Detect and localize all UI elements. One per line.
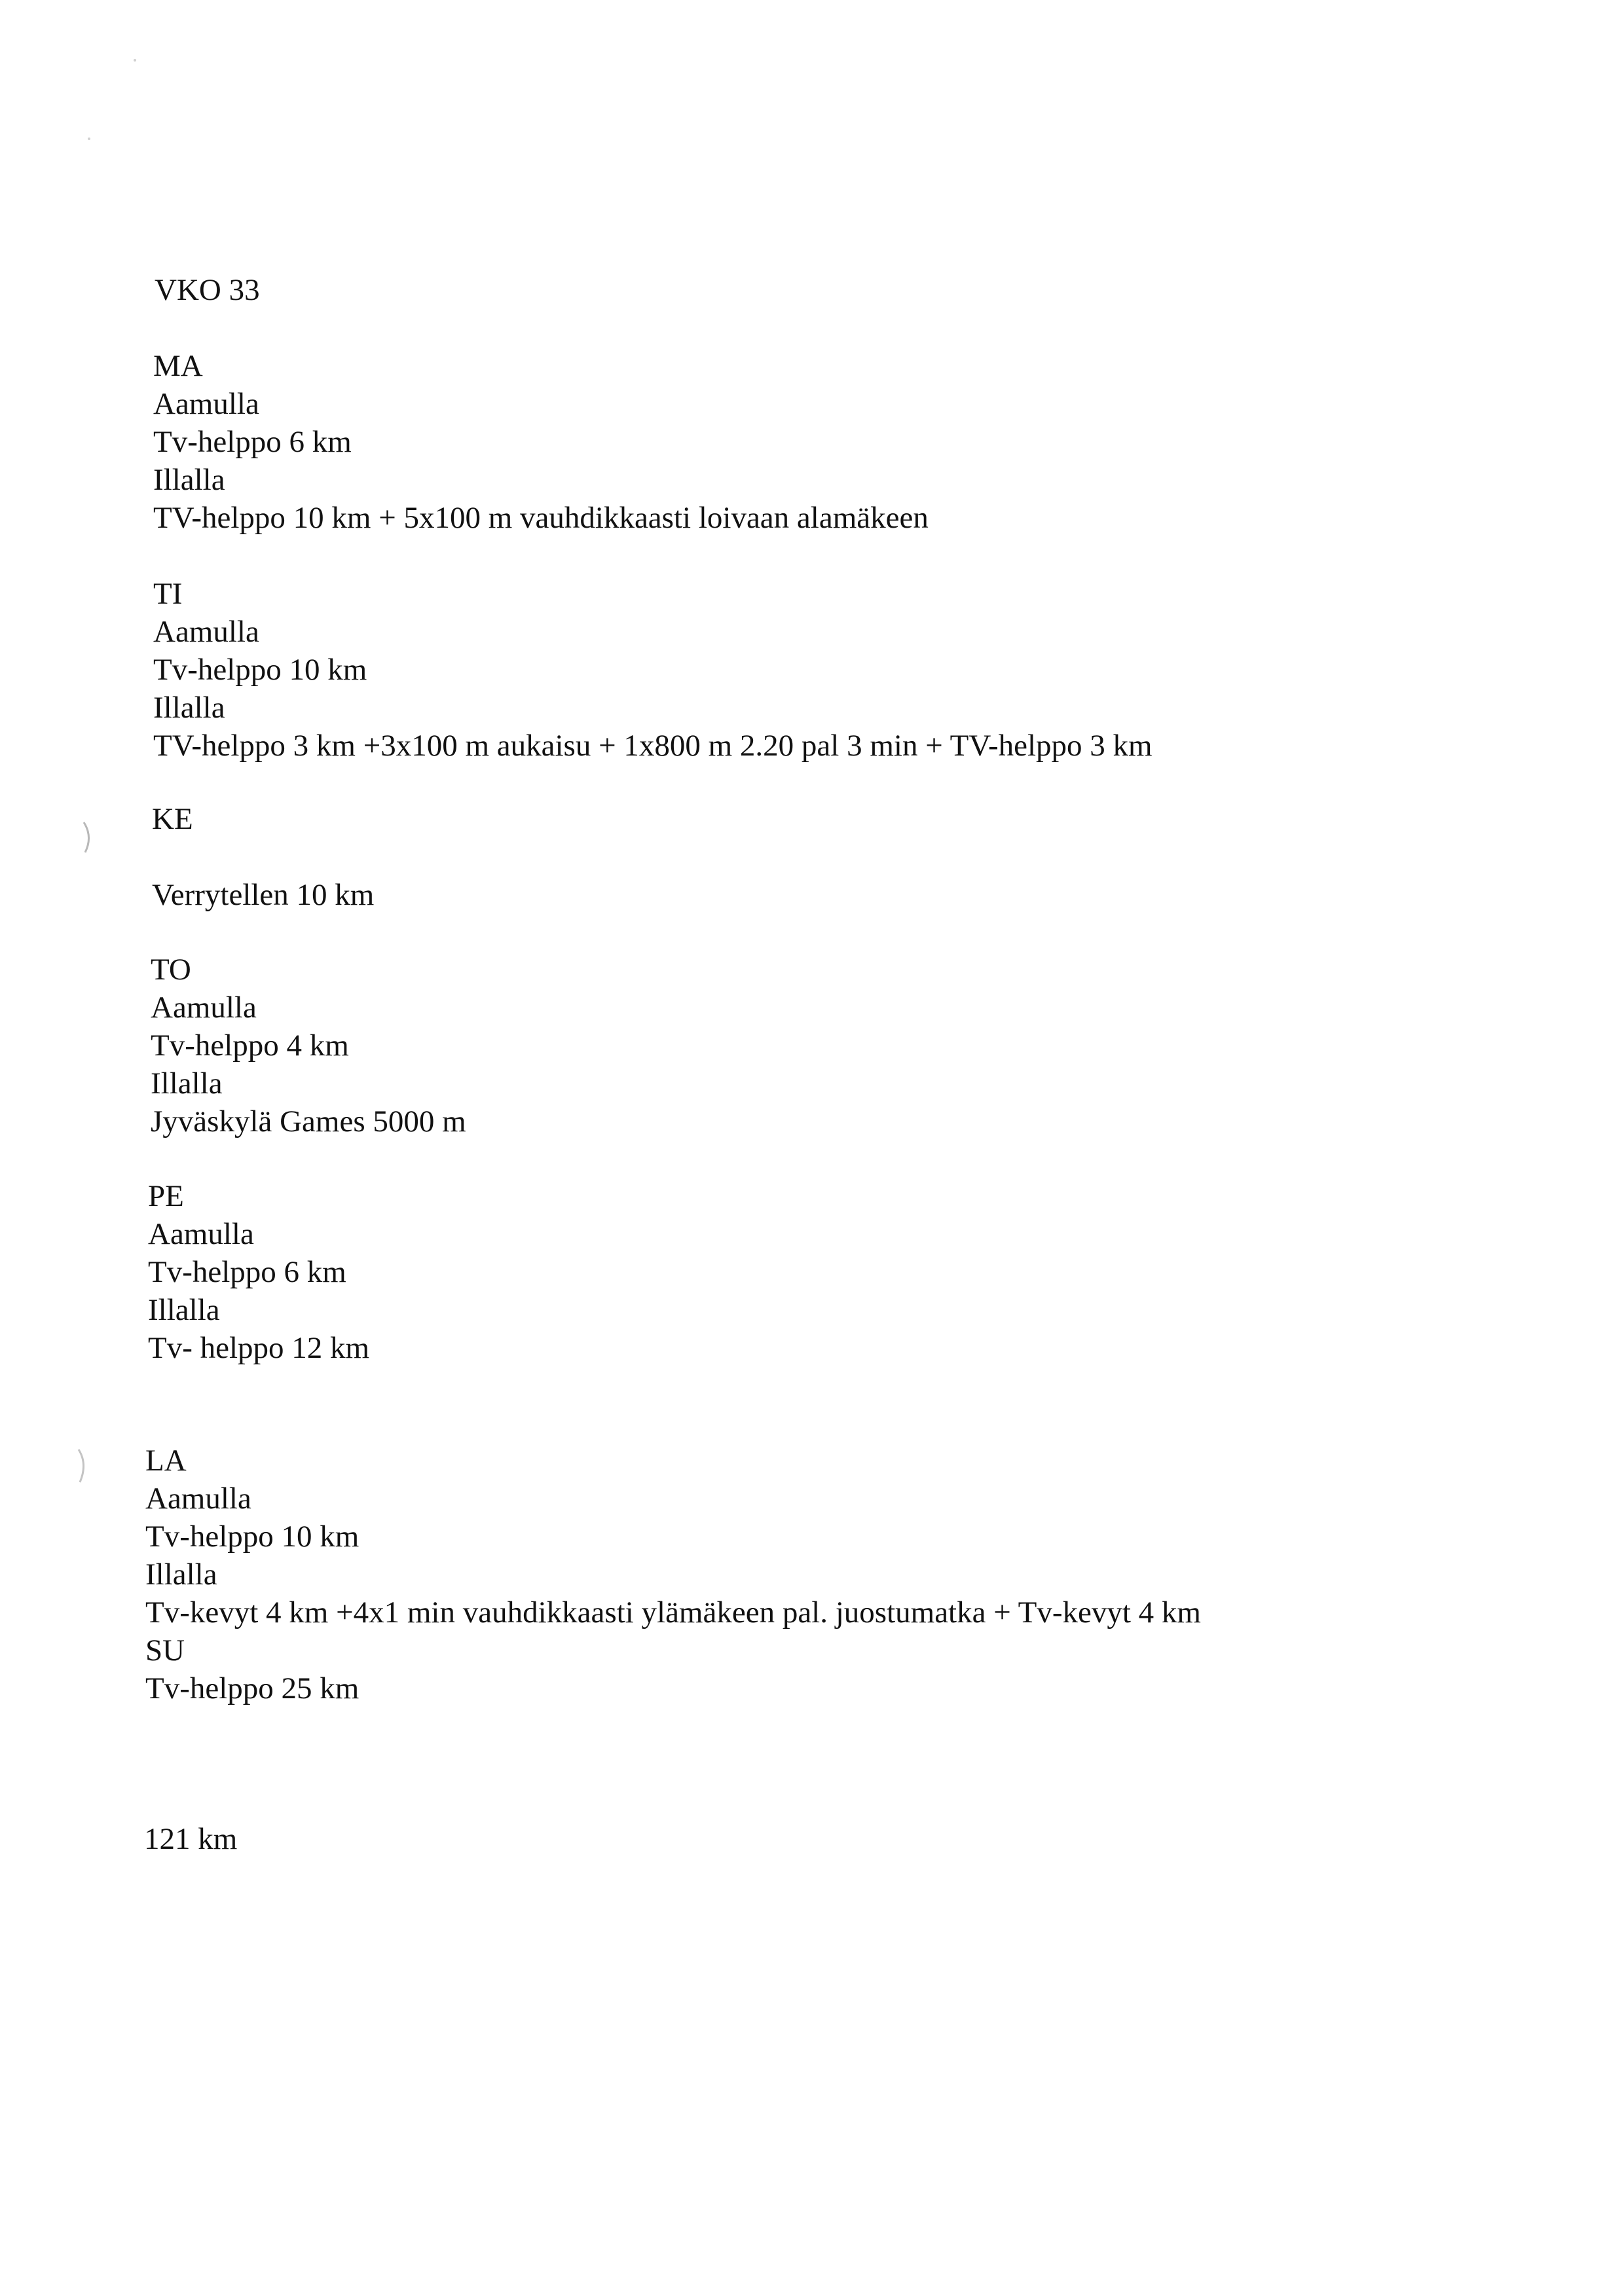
day-heading-to: TO <box>151 953 191 987</box>
day-heading-ke: KE <box>152 802 193 836</box>
ti-line-2: Tv-helppo 10 km <box>153 653 367 687</box>
scan-speck-4 <box>83 132 96 145</box>
la-line-4: Tv-kevyt 4 km +4x1 min vauhdikkaasti ylämäkeen pal. juostumatka + Tv-kevyt 4 km <box>145 1595 1201 1630</box>
la-line-3: Illalla <box>145 1558 217 1592</box>
day-heading-su: SU <box>145 1633 185 1667</box>
la-line-1: Aamulla <box>145 1482 251 1516</box>
pe-line-1: Aamulla <box>148 1217 254 1251</box>
weekly-total: 121 km <box>144 1822 238 1856</box>
week-title: VKO 33 <box>155 273 260 307</box>
ke-line-1: Verrytellen 10 km <box>152 878 375 912</box>
scan-speck-1 <box>79 818 105 858</box>
pe-line-2: Tv-helppo 6 km <box>148 1255 346 1289</box>
ti-line-1: Aamulla <box>153 615 259 649</box>
scan-speck-2 <box>72 1447 98 1486</box>
day-heading-la: LA <box>145 1444 187 1478</box>
day-heading-ma: MA <box>153 349 203 383</box>
to-line-3: Illalla <box>151 1066 223 1101</box>
scan-speck-3 <box>128 54 141 67</box>
ma-line-3: Illalla <box>153 463 225 497</box>
ma-line-2: Tv-helppo 6 km <box>153 425 352 459</box>
day-heading-pe: PE <box>148 1179 184 1213</box>
pe-line-4: Tv- helppo 12 km <box>148 1331 370 1365</box>
la-line-2: Tv-helppo 10 km <box>145 1520 360 1554</box>
to-line-4: Jyväskylä Games 5000 m <box>151 1104 466 1139</box>
ma-line-1: Aamulla <box>153 387 259 421</box>
to-line-1: Aamulla <box>151 991 257 1025</box>
to-line-2: Tv-helppo 4 km <box>151 1029 349 1063</box>
ma-line-4: TV-helppo 10 km + 5x100 m vauhdikkaasti loivaan alamäkeen <box>153 501 929 535</box>
pe-line-3: Illalla <box>148 1293 220 1327</box>
ti-line-3: Illalla <box>153 691 225 725</box>
ti-line-4: TV-helppo 3 km +3x100 m aukaisu + 1x800 m 2.20 pal 3 min + TV-helppo 3 km <box>153 729 1153 763</box>
su-line-1: Tv-helppo 25 km <box>145 1671 360 1705</box>
day-heading-ti: TI <box>153 577 183 611</box>
